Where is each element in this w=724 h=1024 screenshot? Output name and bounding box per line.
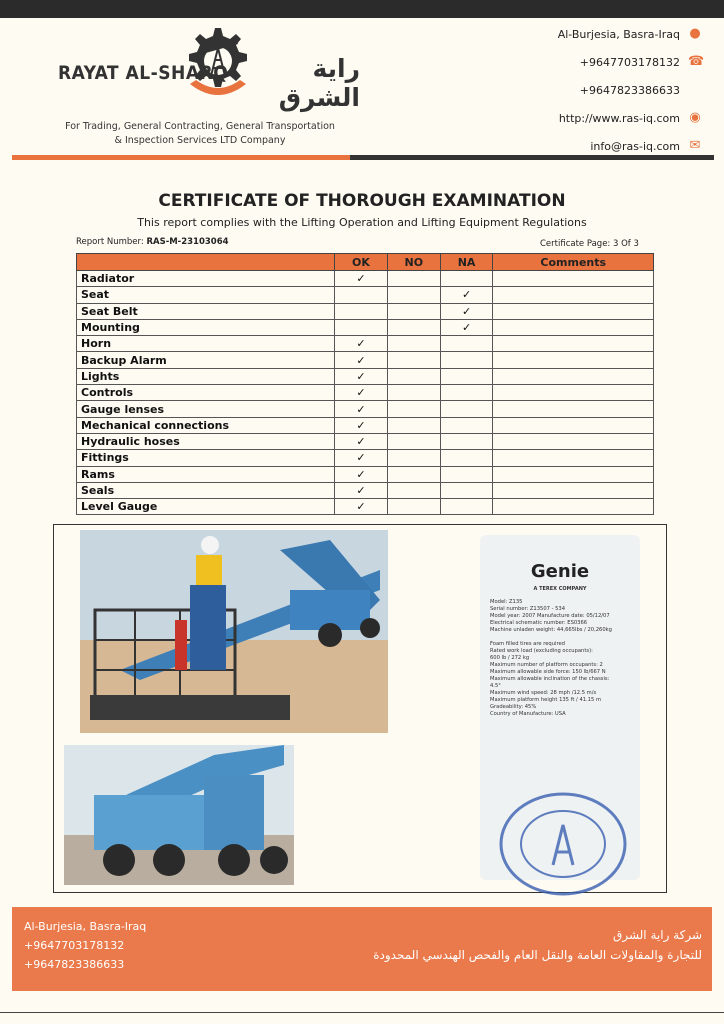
- brand-name-english: RAYAT AL-SHARQ: [58, 62, 229, 84]
- row-label: Fittings: [77, 450, 335, 466]
- table-row: [77, 385, 654, 401]
- table-row: [77, 287, 654, 303]
- contact-phone-1: [558, 48, 705, 76]
- company-stamp: [498, 790, 628, 898]
- company-tagline: [40, 120, 360, 148]
- contact-address: [558, 20, 702, 48]
- nameplate-line: 600 lb / 272 kg: [490, 655, 530, 661]
- cell-comments: [493, 499, 654, 515]
- address-text: Al-Burjesia, Basra-Iraq: [557, 27, 680, 41]
- nameplate-line: Country of Manufacture: USA: [490, 711, 566, 717]
- cell-no: [387, 303, 440, 319]
- cell-comments: [493, 287, 654, 303]
- report-number-label: Report Number:: [76, 237, 144, 247]
- cell-na: [440, 271, 493, 287]
- cell-na: [440, 499, 493, 515]
- page-footer: [12, 907, 712, 991]
- cell-ok: ✓: [335, 499, 388, 515]
- nameplate-line: Foam filled tires are required: [490, 641, 565, 647]
- cell-comments: [493, 417, 654, 433]
- table-row: [77, 466, 654, 482]
- cell-na: [440, 450, 493, 466]
- cell-no: [387, 466, 440, 482]
- cell-comments: [493, 368, 654, 384]
- nameplate-line: Maximum platform height 135 ft / 41.15 m: [490, 697, 602, 703]
- nameplate-line: Model: Z135: [490, 599, 523, 605]
- phone-icon: ☎: [688, 54, 705, 69]
- report-number-value: RAS-M-23103064: [146, 237, 229, 247]
- table-row: [77, 271, 654, 287]
- cell-comments: [493, 433, 654, 449]
- cell-ok: ✓: [335, 368, 388, 384]
- row-label: Rams: [77, 466, 335, 482]
- table-row: [77, 482, 654, 498]
- cell-na: [440, 401, 493, 417]
- cell-ok: ✓: [335, 336, 388, 352]
- contact-phone-2: [558, 76, 702, 104]
- cell-ok: ✓: [335, 401, 388, 417]
- cell-no: [387, 450, 440, 466]
- location-pin-icon: ●: [689, 26, 701, 41]
- nameplate-line: Gradeability: 45%: [490, 704, 537, 710]
- cell-na: [440, 417, 493, 433]
- cell-ok: ✓: [335, 271, 388, 287]
- report-number: [76, 237, 229, 247]
- nameplate-line: Maximum allowable side force: 150 lb/667 N: [490, 669, 606, 675]
- inspection-table: [76, 253, 654, 515]
- document-subtitle: This report complies with the Lifting Operation and Lifting Equipment Regulations: [137, 216, 587, 229]
- header-no: NO: [387, 254, 440, 271]
- row-label: Backup Alarm: [77, 352, 335, 368]
- document-title: CERTIFICATE OF THOROUGH EXAMINATION: [158, 191, 566, 211]
- table-row: [77, 319, 654, 335]
- row-label: Mechanical connections: [77, 417, 335, 433]
- row-label: Horn: [77, 336, 335, 352]
- cell-comments: [493, 450, 654, 466]
- row-label: Radiator: [77, 271, 335, 287]
- nameplate-line: Model year: 2007 Manufacture date: 05/12/07: [490, 613, 610, 619]
- row-label: Level Gauge: [77, 499, 335, 515]
- cell-no: [387, 401, 440, 417]
- cell-no: [387, 433, 440, 449]
- cell-comments: [493, 352, 654, 368]
- cell-no: [387, 417, 440, 433]
- nameplate-line: Machine unladen weight: 44,665lbs / 20,260kg: [490, 627, 612, 633]
- row-label: Controls: [77, 385, 335, 401]
- nameplate-line: Serial number: Z13507 - 534: [490, 606, 566, 612]
- row-label: Gauge lenses: [77, 401, 335, 417]
- table-row: [77, 417, 654, 433]
- boom-lift-platform-photo: [80, 530, 388, 733]
- cell-no: [387, 287, 440, 303]
- table-row: [77, 336, 654, 352]
- certificate-page: Certificate Page: 3 Of 3: [540, 239, 639, 249]
- cell-ok: [335, 287, 388, 303]
- phone-spacer: [688, 83, 702, 97]
- cell-comments: [493, 401, 654, 417]
- row-label: Seat Belt: [77, 303, 335, 319]
- cell-na: ✓: [440, 319, 493, 335]
- footer-phone-2: +9647823386633: [24, 958, 125, 971]
- nameplate-line: [490, 634, 640, 641]
- cell-ok: [335, 319, 388, 335]
- footer-contact: [24, 917, 146, 974]
- table-row: [77, 499, 654, 515]
- brand-name-arabic: راية الشرق: [278, 54, 360, 112]
- table-row: [77, 303, 654, 319]
- divider-dark: [350, 155, 714, 160]
- nameplate-line: Maximum allowable inclination of the chassis:: [490, 676, 610, 682]
- cell-no: [387, 271, 440, 287]
- nameplate-line: Maximum wind speed: 28 mph /12.5 m/s: [490, 690, 597, 696]
- cell-no: [387, 499, 440, 515]
- cell-comments: [493, 466, 654, 482]
- cell-no: [387, 482, 440, 498]
- table-row: [77, 433, 654, 449]
- cell-comments: [493, 303, 654, 319]
- cell-ok: ✓: [335, 417, 388, 433]
- cell-ok: ✓: [335, 352, 388, 368]
- tagline-line-2: & Inspection Services LTD Company: [114, 135, 286, 146]
- row-label: Seat: [77, 287, 335, 303]
- cell-na: [440, 466, 493, 482]
- cell-na: ✓: [440, 287, 493, 303]
- cell-na: [440, 482, 493, 498]
- row-label: Seals: [77, 482, 335, 498]
- cell-ok: ✓: [335, 433, 388, 449]
- footer-arabic: [373, 925, 702, 965]
- cell-ok: ✓: [335, 466, 388, 482]
- header-na: NA: [440, 254, 493, 271]
- contact-website[interactable]: [558, 104, 702, 132]
- table-row: [77, 450, 654, 466]
- nameplate-line: Electrical schematic number: ES0366: [490, 620, 588, 626]
- boom-lift-side-photo: [64, 745, 294, 885]
- cell-ok: ✓: [335, 450, 388, 466]
- cell-no: [387, 336, 440, 352]
- nameplate-specs: [490, 599, 640, 718]
- phone-1-text: +9647703178132: [579, 55, 680, 69]
- cell-na: [440, 368, 493, 384]
- email-text[interactable]: info@ras-iq.com: [590, 139, 680, 153]
- bottom-rule: [0, 1012, 724, 1013]
- cell-na: [440, 336, 493, 352]
- cell-no: [387, 385, 440, 401]
- row-label: Lights: [77, 368, 335, 384]
- phone-2-text: +9647823386633: [579, 83, 680, 97]
- cell-comments: [493, 319, 654, 335]
- table-row: [77, 368, 654, 384]
- footer-phone-1: +9647703178132: [24, 939, 125, 952]
- cell-na: [440, 433, 493, 449]
- nameplate-company: A TEREX COMPANY: [533, 586, 587, 592]
- cell-no: [387, 352, 440, 368]
- nameplate-line: Maximum number of platform occupants: 2: [490, 662, 603, 668]
- cell-na: [440, 385, 493, 401]
- cell-no: [387, 368, 440, 384]
- row-label: Mounting: [77, 319, 335, 335]
- header-divider: [12, 155, 714, 161]
- cell-no: [387, 319, 440, 335]
- header-ok: OK: [335, 254, 388, 271]
- cell-comments: [493, 271, 654, 287]
- company-logo: [40, 20, 360, 120]
- divider-orange: [12, 155, 350, 160]
- cell-comments: [493, 482, 654, 498]
- envelope-icon: ✉: [689, 138, 701, 153]
- header-item: [77, 254, 335, 271]
- contact-block: [557, 20, 705, 160]
- cell-ok: ✓: [335, 385, 388, 401]
- header-comments: Comments: [493, 254, 654, 271]
- cell-ok: [335, 303, 388, 319]
- website-text[interactable]: http://www.ras-iq.com: [558, 111, 680, 125]
- footer-address: Al-Burjesia, Basra-Iraq: [24, 920, 147, 933]
- cell-ok: ✓: [335, 482, 388, 498]
- nameplate-line: Rated work load (excluding occupants):: [490, 648, 593, 654]
- tagline-line-1: For Trading, General Contracting, General Transportation: [65, 121, 335, 132]
- cell-na: ✓: [440, 303, 493, 319]
- row-label: Hydraulic hoses: [77, 433, 335, 449]
- table-row: [77, 401, 654, 417]
- globe-icon: ◉: [689, 110, 701, 125]
- footer-arabic-line-1: شركة راية الشرق: [613, 928, 702, 942]
- cell-na: [440, 352, 493, 368]
- cell-comments: [493, 336, 654, 352]
- cell-comments: [493, 385, 654, 401]
- nameplate-brand: Genie: [530, 561, 590, 582]
- table-header-row: [77, 254, 654, 271]
- table-row: [77, 352, 654, 368]
- nameplate-line: 4.5°: [490, 683, 501, 689]
- footer-arabic-line-2: للتجارة والمقاولات العامة والنقل العام والفحص الهندسي المحدودة: [373, 948, 702, 962]
- top-bar: [0, 0, 724, 18]
